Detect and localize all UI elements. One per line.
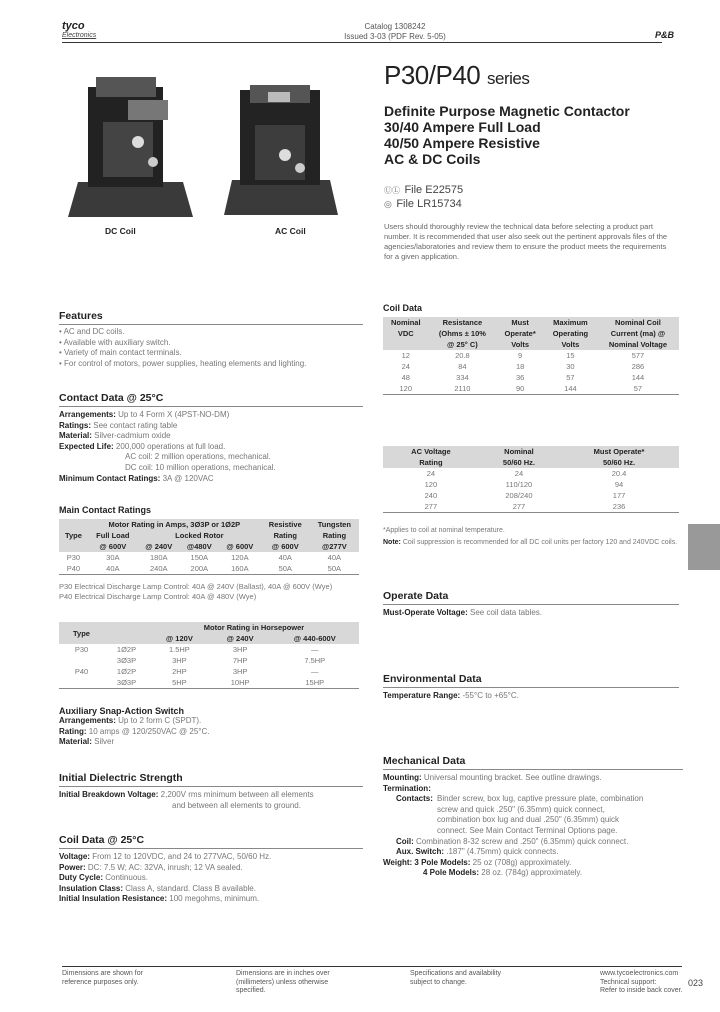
col-header: Nominal: [504, 447, 534, 456]
cell: 57: [633, 384, 643, 393]
subtitle-line-1: Definite Purpose Magnetic Contactor: [384, 103, 630, 119]
cell: [59, 655, 104, 666]
cell: 57: [566, 373, 575, 382]
main-ratings-table: [59, 519, 359, 575]
cell: 577: [631, 351, 645, 360]
cell: 7.5HP: [304, 656, 326, 665]
cell: 24: [514, 469, 524, 478]
col-tung-rating: Rating: [322, 531, 347, 540]
features-heading: Features: [59, 310, 363, 325]
mount-key: Mounting:: [383, 773, 422, 782]
col-header: VDC: [397, 329, 414, 338]
brand2-logo: P&B: [655, 30, 675, 40]
cell: 40A: [106, 564, 120, 573]
aux-heading: Auxiliary Snap-Action Switch: [59, 706, 185, 716]
col-header: @ 600V: [99, 542, 127, 551]
section-tab: [688, 524, 720, 570]
cell: 277: [424, 502, 438, 511]
coil-row: [59, 863, 363, 874]
cell: 24: [401, 362, 410, 371]
features-section: [59, 310, 363, 369]
cell: 3Ø3P: [116, 678, 137, 687]
subtitle-line-3: 40/50 Ampere Resistive: [384, 135, 540, 151]
coil-term-value: Combination 8-32 screw and .250" (6.35mm) quick connect.: [416, 836, 629, 846]
mount-value: Universal mounting bracket. See outline drawings.: [423, 773, 602, 782]
contact-key: Ratings:: [59, 420, 91, 430]
aux-value: 10 amps @ 120/250VAC @ 25°C.: [88, 726, 210, 736]
col-tungsten: Tungsten: [317, 520, 351, 529]
cell: 15: [566, 351, 575, 360]
aux-switch-section: [59, 706, 363, 748]
aux-value: Up to 2 form C (SPDT).: [118, 716, 202, 725]
aux-row: [59, 727, 363, 738]
ul-file-number: File E22575: [404, 184, 464, 196]
subtitle-line-4: AC & DC Coils: [384, 151, 481, 167]
cell: 30A: [106, 553, 120, 562]
table-row: [383, 372, 679, 383]
note-2: Coil suppression is recommended for all DC coil units per factory 120 and 240VDC coils.: [402, 539, 678, 546]
cell: 30: [566, 362, 575, 371]
table-row: [383, 479, 679, 490]
weight3-value: 25 oz (708g) approximately.: [472, 857, 572, 867]
cell: 90: [515, 384, 525, 393]
note-key: Note:: [383, 539, 401, 546]
table-row: [59, 655, 359, 666]
contact-key: Arrangements:: [59, 410, 116, 419]
env-value: -55°C to +65°C.: [462, 691, 519, 700]
feature-item: • Available with auxiliary switch.: [59, 337, 171, 347]
footer-col-3: [410, 970, 530, 987]
cell: 18: [515, 362, 525, 371]
contact-value: See contact rating table: [93, 420, 178, 430]
coil-value: 100 megohms, minimum.: [169, 894, 260, 904]
cell: 150A: [190, 553, 209, 562]
operate-key: Must-Operate Voltage:: [383, 608, 468, 617]
feature-text: Variety of main contact terminals.: [64, 348, 182, 358]
issue-date: Issued 3-03 (PDF Rev. 5-05): [344, 32, 446, 41]
footer-line: Technical support:: [600, 978, 657, 986]
cell: 24: [426, 469, 436, 478]
cell: 36: [515, 373, 525, 382]
cell: 3HP: [232, 667, 248, 676]
contacts-row: [383, 794, 683, 836]
cell: 1Ø2P: [116, 645, 137, 654]
col-header: Must Operate*: [593, 447, 645, 456]
col-header: @ 240V: [145, 542, 173, 551]
cell: P40: [66, 564, 81, 573]
table-row: [59, 677, 359, 689]
col-header: 50/60 Hz.: [502, 458, 536, 467]
aux-key: Rating:: [59, 726, 87, 736]
dc-contactor-image: [68, 72, 193, 222]
aux-row: [59, 716, 363, 727]
cell: 3Ø3P: [116, 656, 137, 665]
series-name: P30/P40: [384, 60, 481, 90]
cell: 9: [518, 351, 523, 360]
hp-table: [59, 622, 359, 689]
cell: 10HP: [230, 678, 250, 687]
contact-row: [59, 410, 363, 421]
coil-term-key: Coil:: [396, 836, 414, 846]
coil-key: Power:: [59, 862, 86, 872]
cell: 12: [401, 351, 410, 360]
cell: 3HP: [232, 645, 248, 654]
main-ratings-section: [59, 505, 363, 602]
operate-heading: Operate Data: [383, 590, 679, 605]
col-res-rating: Rating: [273, 531, 297, 540]
ballast-notes: [59, 582, 363, 602]
dielectric-value-2: and between all elements to ground.: [172, 800, 301, 810]
col-header: @ 25° C): [447, 340, 478, 349]
col-header: Operate*: [504, 329, 536, 338]
hp-section: [59, 622, 363, 689]
subtitle-line-2: 30/40 Ampere Full Load: [384, 119, 541, 135]
col-motor: Motor Rating in Amps, 3Ø3P or 1Ø2P: [108, 520, 241, 529]
aux-value: Silver: [94, 737, 115, 747]
coil-data-section: [59, 834, 363, 905]
cell: 144: [631, 373, 645, 382]
footer-line: (millimeters) unless otherwise: [236, 978, 329, 986]
aux-key: Material:: [59, 737, 92, 747]
cell: 120: [424, 480, 438, 489]
env-heading: Environmental Data: [383, 673, 679, 688]
aux-key: Arrangements:: [59, 716, 116, 725]
cell: 240: [424, 491, 438, 500]
table-row: [383, 501, 679, 513]
cell: 334: [456, 373, 469, 382]
table-row: [383, 350, 679, 361]
life-dc: DC coil: 10 million operations, mechanical.: [125, 462, 276, 472]
weight4-key: 4 Pole Models:: [423, 868, 480, 878]
ac-table-section: [383, 446, 679, 513]
table-row: [59, 563, 359, 575]
feature-text: AC and DC coils.: [63, 327, 125, 336]
cell: P30: [66, 553, 81, 562]
col-header: Operating: [552, 329, 589, 338]
cell: P40: [74, 667, 89, 676]
aux-body: [59, 716, 363, 748]
col-header: @277V: [321, 542, 347, 551]
footer-divider: [62, 966, 682, 967]
coil-table-heading: Coil Data: [383, 303, 423, 313]
contacts-line: combination box lug and dual .250" (6.35mm) quick: [437, 815, 620, 825]
table-row: [383, 383, 679, 395]
aux-term-value: .187" (4.75mm) quick connects.: [446, 847, 559, 857]
cell: 50A: [327, 564, 342, 573]
cell: 40A: [327, 553, 342, 562]
coil-notes: [383, 526, 679, 547]
contact-data-body: [59, 410, 363, 484]
contact-data-heading: Contact Data @ 25°C: [59, 392, 363, 407]
footer-col-1: [62, 970, 182, 987]
cell: 20.8: [455, 351, 470, 360]
cell: 1.5HP: [168, 645, 190, 654]
contact-value: Silver-cadmium oxide: [94, 431, 171, 441]
csa-file: [384, 194, 462, 212]
contact-key: Material:: [59, 431, 92, 441]
contacts-key: Contacts:: [396, 794, 433, 804]
coil-value: Class A, standard. Class B available.: [125, 883, 256, 893]
contacts-line: screw and quick .250" (6.35mm) quick connect,: [437, 804, 605, 814]
cell: 236: [612, 502, 626, 511]
col-header: Volts: [561, 340, 580, 349]
feature-item: • For control of motors, power supplies, heating elements and lighting.: [59, 358, 307, 368]
cell: 200A: [190, 564, 209, 573]
cell: 15HP: [305, 678, 325, 687]
ac-coil-photo: [220, 80, 340, 220]
col-header: 50/60 Hz.: [603, 458, 636, 467]
table-row: [383, 468, 679, 479]
contact-row: [59, 474, 363, 485]
cell: 177: [612, 491, 626, 500]
footer-line: Dimensions are shown for: [62, 970, 143, 977]
intro-text: Users should thoroughly review the technical data before selecting a product part number. It is recommended that user also seek out the pertinent approvals files of the agencies/laboratories and review them to ensure the product meets the requirements for a given application.: [384, 222, 668, 261]
dielectric-value: 2,200V rms minimum between all elements: [160, 790, 314, 799]
footer-line: Specifications and availability: [410, 970, 502, 977]
col-type: Type: [73, 628, 90, 638]
coil-heading: Coil Data @ 25°C: [59, 834, 363, 849]
footer-line: Dimensions are in inches over: [236, 970, 330, 977]
aux-row: [59, 737, 363, 748]
cell: [59, 677, 104, 689]
cell: 160A: [231, 564, 249, 573]
features-list: [59, 327, 363, 369]
contact-row: [59, 442, 363, 453]
coil-row: [59, 873, 363, 884]
feature-text: For control of motors, power supplies, heating elements and lighting.: [64, 358, 307, 368]
note-1: *Applies to coil at nominal temperature.: [383, 527, 505, 534]
cell: 120A: [231, 553, 249, 562]
cell: 20.4: [611, 469, 627, 478]
ac-coil-caption: AC Coil: [275, 226, 306, 236]
col-header: Nominal Voltage: [608, 340, 668, 349]
feature-item: • Variety of main contact terminals.: [59, 348, 182, 358]
cell: —: [311, 645, 319, 654]
main-ratings-heading: Main Contact Ratings: [59, 505, 152, 515]
cell: 2110: [454, 384, 471, 393]
col-header: Nominal: [390, 318, 421, 327]
env-key: Temperature Range:: [383, 691, 461, 700]
coil-key: Duty Cycle:: [59, 873, 104, 883]
col-full-load: Full Load: [96, 531, 130, 540]
col-locked-rotor: Locked Rotor: [175, 531, 224, 540]
website-link[interactable]: www.tycoelectronics.com: [600, 970, 679, 977]
col-header: @ 240V: [226, 634, 254, 643]
coil-value: From 12 to 120VDC, and 24 to 277VAC, 50/60 Hz.: [92, 852, 272, 861]
weight4-value: 28 oz. (784g) approximately.: [481, 868, 583, 878]
contact-value: 200,000 operations at full load.: [115, 441, 226, 451]
dielectric-body: [59, 790, 363, 811]
cell: 3HP: [172, 656, 187, 665]
cell: 1Ø2P: [116, 667, 137, 676]
aux-term-key: Aux. Switch:: [396, 847, 445, 857]
ballast-line-2: P40 Electrical Discharge Lamp Control: 40A @ 480V (Wye): [59, 592, 257, 601]
coil-table-section: [383, 303, 679, 395]
col-header: Resistance: [442, 318, 483, 327]
contact-value: 3A @ 120VAC: [162, 473, 214, 483]
coil-row: [59, 852, 363, 863]
cell: 84: [458, 362, 467, 371]
csa-icon: ◎: [384, 199, 392, 209]
brand-logo: tyco: [62, 20, 85, 32]
page-number: 023: [688, 978, 704, 988]
product-subtitle: [384, 103, 630, 167]
mechanical-section: [383, 755, 683, 879]
header-divider: [62, 42, 662, 43]
col-header: Rating: [419, 458, 443, 467]
col-header: @ 120V: [165, 634, 193, 643]
col-header: @ 440-600V: [293, 634, 336, 643]
col-header: Maximum: [553, 318, 588, 327]
col-type: Type: [64, 531, 82, 540]
termination-key: Termination:: [383, 783, 431, 793]
cell: 40A: [278, 553, 292, 562]
footer-line: Refer to inside back cover.: [600, 987, 683, 994]
footer-col-4: [600, 970, 690, 996]
cell: 110/120: [505, 480, 533, 489]
csa-file-number: File LR15734: [396, 198, 462, 210]
operate-value: See coil data tables.: [469, 608, 543, 617]
mech-body: [383, 773, 683, 879]
col-header: Volts: [511, 340, 530, 349]
contact-data-section: [59, 392, 363, 484]
footer-col-2: [236, 970, 356, 996]
col-header: @ 600V: [226, 542, 254, 551]
cell: 208/240: [505, 491, 533, 500]
footer-line: reference purposes only.: [62, 978, 139, 986]
feature-item: • AC and DC coils.: [59, 327, 125, 336]
table-row: [59, 552, 359, 563]
contacts-line: connect. See Main Contact Terminal Options page.: [437, 825, 618, 835]
feature-text: Available with auxiliary switch.: [63, 337, 171, 347]
series-suffix: series: [486, 69, 530, 88]
ballast-line-1: P30 Electrical Discharge Lamp Control: 40A @ 240V (Ballast), 40A @ 600V (Wye): [59, 582, 333, 591]
cell: 94: [614, 480, 624, 489]
brand-sub-logo: Electronics: [62, 32, 97, 39]
cell: 144: [564, 384, 577, 393]
col-resistive: Resistive: [268, 520, 302, 529]
footer-line: specified.: [236, 987, 266, 994]
coil-row: [59, 884, 363, 895]
contact-value: Up to 4 Form X (4PST-NO-DM): [118, 410, 230, 419]
col-header: Current (ma) @: [610, 329, 666, 338]
coil-value: DC: 7.5 W; AC: 32VA, inrush; 12 VA sealed.: [87, 862, 243, 872]
col-header: (Ohms ± 10%: [438, 329, 486, 338]
col-header: [383, 339, 429, 350]
table-row: [383, 361, 679, 372]
cell: 7HP: [232, 656, 248, 665]
coil-row: [59, 894, 363, 905]
col-header: Nominal Coil: [615, 318, 661, 327]
cell: P30: [74, 645, 89, 654]
table-row: [59, 644, 359, 655]
col-header: Must: [511, 318, 529, 327]
dc-coil-caption: DC Coil: [105, 226, 136, 236]
cell: 286: [631, 362, 645, 371]
coil-key: Voltage:: [59, 852, 90, 861]
table-row: [59, 666, 359, 677]
cell: 48: [401, 373, 410, 382]
table-row: [383, 490, 679, 501]
cell: 120: [399, 384, 412, 393]
cell: 180A: [150, 553, 168, 562]
ac-contactor-image: [220, 80, 340, 220]
coil-key: Insulation Class:: [59, 883, 124, 893]
coil-body: [59, 852, 363, 905]
dc-coil-photo: [68, 72, 193, 222]
col-motor-hp: Motor Rating in Horsepower: [203, 623, 305, 632]
cell: 5HP: [172, 678, 187, 687]
contacts-line: Binder screw, box lug, captive pressure plate, combination: [437, 794, 644, 804]
series-title: [384, 60, 529, 91]
life-ac: AC coil: 2 million operations, mechanical.: [125, 452, 271, 462]
coil-ac-table: [383, 446, 679, 513]
cell: 50A: [278, 564, 292, 573]
col-header: AC Voltage: [411, 447, 451, 456]
cell: 2HP: [172, 667, 187, 676]
catalog-info: [340, 22, 450, 42]
dielectric-key: Initial Breakdown Voltage:: [59, 790, 159, 799]
cell: 277: [512, 502, 526, 511]
ul-icon: ⓊⓁ: [384, 186, 400, 195]
coil-value: Continuous.: [105, 873, 148, 883]
contact-key: Expected Life:: [59, 441, 114, 451]
coil-dc-table: [383, 317, 679, 395]
contact-row: [59, 421, 363, 432]
contact-row: [59, 431, 363, 442]
footer-line: subject to change.: [410, 978, 467, 986]
environmental-section: [383, 673, 679, 702]
weight3-key: Weight: 3 Pole Models:: [383, 857, 471, 867]
operate-section: [383, 590, 679, 619]
mech-heading: Mechanical Data: [383, 755, 683, 770]
contact-key: Minimum Contact Ratings:: [59, 473, 161, 483]
col-header: @480V: [186, 542, 212, 551]
coil-key: Initial Insulation Resistance:: [59, 894, 168, 904]
catalog-number: Catalog 1308242: [364, 22, 426, 31]
col-header: @ 600V: [271, 542, 299, 551]
cell: 240A: [150, 564, 168, 573]
cell: —: [311, 667, 319, 676]
dielectric-section: [59, 772, 363, 811]
dielectric-heading: Initial Dielectric Strength: [59, 772, 363, 787]
